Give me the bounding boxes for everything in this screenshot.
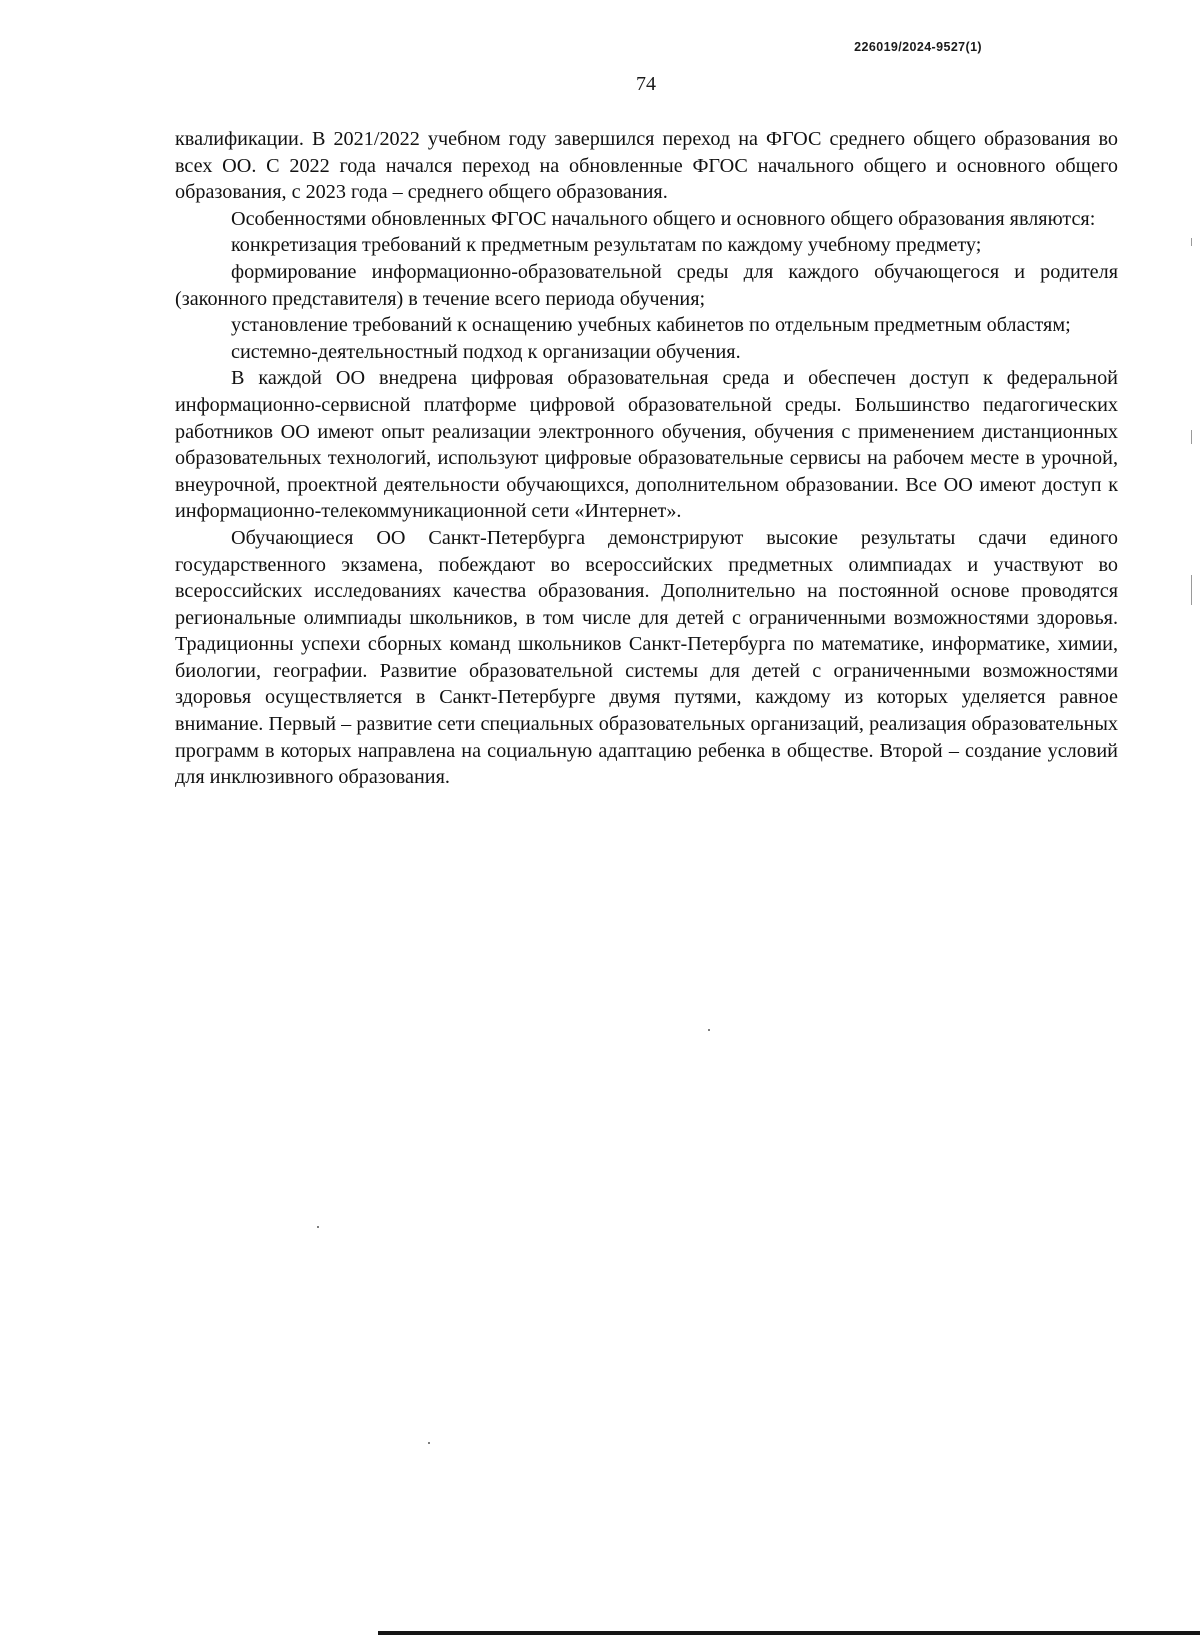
scan-speck [708,1029,710,1031]
list-item-equipment: установление требований к оснащению учебных кабинетов по отдельным предметным областям; [231,314,1071,337]
paragraph-student-results: Обучающиеся ОО Санкт-Петербурга демонстрируют высокие результаты сдачи единого государственного экзамена, побеждают во всероссийских предметных олимпиадах и участвуют во всероссийских исследованиях качества образования. Дополнительно на постоянной основе проводятся региональные олимпиады школьников, в том числе для детей с ограниченными возможностями здоровья. Традиционны успехи сборных команд школьников Санкт-Петербурга по математике, информатике, химии, биологии, географии. Развитие образовательной системы для детей с ограниченными возможностями здоровья осуществляется в Санкт-Петербурге двумя путями, каждому из которых уделяется равное внимание. Первый – развитие сети специальных образовательных организаций, реализация образовательных программ в которых направлена на социальную адаптацию ребенка в обществе. Второй – создание условий для инклюзивного образования. [175,526,1118,789]
paragraph-digital-environment: В каждой ОО внедрена цифровая образовательная среда и обеспечен доступ к федеральной информационно-сервисной платформе цифровой образовательной среды. Большинство педагогических работников ОО имеют опыт реализации электронного обучения, обучения с применением дистанционных образовательных технологий, используют цифровые образовательные сервисы на рабочем месте в урочной, внеурочной, проектной деятельности обучающихся, дополнительном образовании. Все ОО имеют доступ к информационно-телекоммуникационной сети «Интернет». [175,367,1118,523]
document-registration-number: 226019/2024-9527(1) [854,40,982,54]
list-item-requirements: конкретизация требований к предметным результатам по каждому учебному предмету; [231,234,982,257]
scan-edge-mark [1191,575,1192,605]
paragraph-continuation: квалификации. В 2021/2022 учебном году завершился переход на ФГОС среднего общего образования во всех ОО. С 2022 года начался переход на обновленные ФГОС начального общего и основного общего образования, с 2023 года – среднего общего образования. [175,128,1118,204]
scan-speck [428,1442,430,1444]
scan-speck [317,1226,319,1228]
paragraph-features-intro: Особенностями обновленных ФГОС начального общего и основного общего образования являются: [231,207,1096,230]
list-item-approach: системно-деятельностный подход к организации обучения. [231,340,741,363]
list-item-environment: формирование информационно-образовательной среды для каждого обучающегося и родителя (законного представителя) в течение всего периода обучения; [175,260,1118,310]
document-body [175,126,1118,791]
scan-edge-mark [1191,430,1192,444]
scan-bottom-edge [378,1631,1200,1635]
page-number: 74 [636,73,656,95]
scan-edge-mark [1191,238,1192,246]
